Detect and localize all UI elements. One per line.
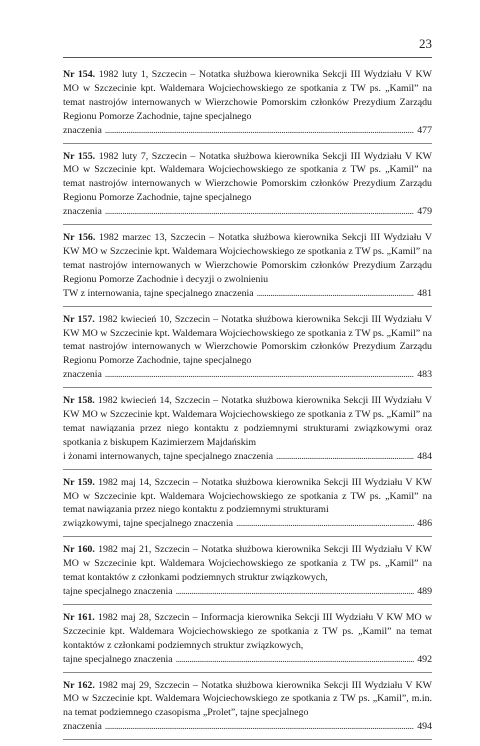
dot-leader [105,124,414,138]
entry-number: Nr 154. [63,69,96,80]
dot-leader [176,585,415,599]
entry-page: 479 [417,206,432,218]
entry-description: 1982 luty 7, Szczecin – Notatka służbowa kierownika Sekcji III Wydziału V KW MO w Szczecinie kpt. Waldemara Wojciechowskiego ze spotkania z TW ps. „Kamil” na temat nastrojów internowanych w Wierzchowie Pomorskim członków Prezydium Zarządu Regionu Pomorze Zachodnie, tajne specjalnego [63,150,432,204]
entry-number: Nr 162. [63,679,95,691]
entry-description-end: TW z internowania, tajne specjalnego znaczenia [63,287,254,299]
entry-description: 1982 luty 1, Szczecin – Notatka służbowa kierownika Sekcji III Wydziału V KW MO w Szczecinie kpt. Waldemara Wojciechowskiego ze spotkania z TW ps. „Kamil” na temat nastrojów internowanych w Wierzchowie Pomorskim członków Prezydium Zarządu Regionu Pomorze Zachodnie, tajne specjalnego [63,69,432,122]
entry-page: 484 [417,450,432,462]
entry-description-end: znaczenia [63,721,102,733]
entry-description-end: znaczenia [63,206,102,218]
entry-description: 1982 maj 28, Szczecin – Informacja kierownika Sekcji III Wydziału V KW MO w Szczecinie kpt. Waldemara Wojciechowskiego ze spotkania z TW ps. „Kamil” na temat kontaktów z członkami podziemnych struktur związkowych, [63,611,432,651]
entry-description: 1982 maj 21, Szczecin – Notatka służbowa kierownika Sekcji III Wydziału V KW MO w Szczecinie kpt. Waldemara Wojciechowskiego ze spotkania z TW ps. „Kamil” na temat kontaktów z członkami podziemnych struktur związkowych, [63,544,432,584]
dot-leader [276,450,414,464]
entry-description: 1982 kwiecień 14, Szczecin – Notatka służbowa kierownika Sekcji III Wydziału V KW MO w Szczecinie kpt. Waldemara Wojciechowskiego ze spotkania z TW ps. „Kamil” na temat nawiązania przez niego kontaktu z podziemnymi strukturami związkowymi oraz spotkania z biskupem Kazimierzem Majdańskim [63,395,432,448]
entry-page: 492 [417,653,432,665]
dot-leader [105,205,414,219]
page-number: 23 [419,36,432,51]
entry-description: 1982 maj 14, Szczecin – Notatka służbowa kierownika Sekcji III Wydziału V KW MO w Szczecinie kpt. Waldemara Wojciechowskiego ze spotkania z TW ps. „Kamil” na temat nawiązania przez niego kontaktu z podziemnymi strukturami [63,476,432,516]
entry-number: Nr 159. [63,476,95,488]
dot-leader [257,287,415,301]
entry-description: 1982 marzec 13, Szczecin – Notatka służbowa kierownika Sekcji III Wydziału V KW MO w Szczecinie kpt. Waldemara Wojciechowskiego ze spotkania z TW ps. „Kamil” na temat nastrojów internowanych w Wierzchowie Pomorskim członków Prezydium Zarządu Regionu Pomorze Zachodnie i decyzji o zwolnieniu [63,232,433,285]
entry-description-end: związkowymi, tajne specjalnego znaczenia [63,518,233,530]
toc-entry [63,394,432,470]
entry-page: 481 [417,287,432,299]
table-of-contents [63,68,432,746]
entry-number: Nr 157. [63,313,95,325]
entry-description: 1982 kwiecień 10, Szczecin – Notatka służbowa kierownika Sekcji III Wydziału V KW MO w Szczecinie kpt. Waldemara Wojciechowskiego ze spotkania z TW ps. „Kamil” na temat nastrojów internowanych w Wierzchowie Pomorskim członków Prezydium Zarządu Regionu Pomorze Zachodnie, tajne specjalnego [63,313,432,367]
dot-leader [176,653,415,667]
toc-entry [63,543,432,605]
toc-entry [63,679,432,741]
entry-description-end: znaczenia [63,124,102,136]
entry-page: 486 [417,518,432,530]
entry-description-end: tajne specjalnego znaczenia [63,653,173,665]
entry-description-end: i żonami internowanych, tajne specjalnego znaczenia [63,450,274,462]
toc-entry [63,231,432,307]
entry-page: 483 [417,369,432,381]
entry-number: Nr 158. [63,395,95,407]
toc-entry [63,611,432,673]
entry-description: 1982 maj 29, Szczecin – Notatka służbowa kierownika Sekcji III Wydziału V KW MO w Szczecinie kpt. Waldemara Wojciechowskiego ze spotkania z TW ps. „Kamil”, m.in. na temat podziemnego czasopisma „Prolet”, tajne specjalnego [63,679,432,719]
entry-number: Nr 156. [63,232,96,244]
toc-entry [63,476,432,538]
entry-page: 477 [417,124,432,136]
dot-leader [105,720,414,734]
entry-description-end: tajne specjalnego znaczenia [63,586,173,597]
entry-description-end: znaczenia [63,369,102,381]
header-rule [63,57,432,58]
toc-entry [63,68,432,144]
dot-leader [105,368,414,382]
dot-leader [236,517,414,531]
toc-entry [63,313,432,389]
entry-page: 494 [417,721,432,733]
entry-number: Nr 155. [63,150,96,162]
entry-number: Nr 161. [63,611,95,623]
entry-number: Nr 160. [63,544,95,556]
entry-page: 489 [417,586,432,597]
toc-entry [63,150,432,226]
